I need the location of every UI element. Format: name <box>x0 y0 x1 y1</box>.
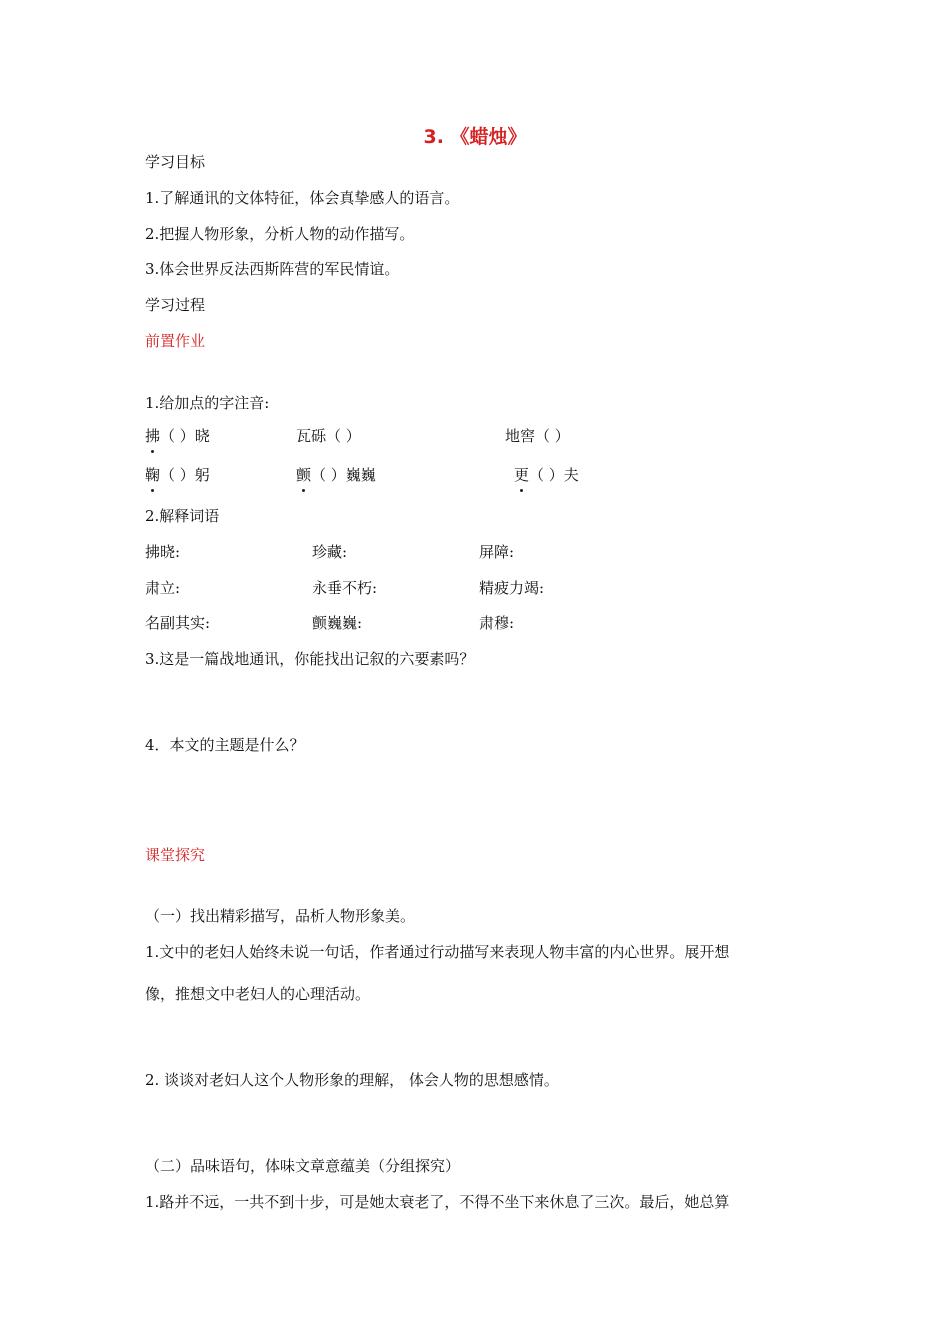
term-yongchuibuxiu: 永垂不朽: <box>312 579 378 597</box>
answer-blank: （ ） <box>326 427 361 445</box>
pinyin-item-dijiao <box>505 426 570 446</box>
term-sumu: 肃穆: <box>479 614 515 632</box>
part-1-heading: （一）找出精彩描写，品析人物形象美。 <box>145 907 416 925</box>
char-rest: 夫 <box>563 466 579 484</box>
part-1-question-1-line-1: 1.文中的老妇人始终未说一句话，作者通过行动描写来表现人物丰富的内心世界。展开想 <box>145 943 730 961</box>
pinyin-item-gengfu <box>514 465 579 485</box>
char-rest: 巍巍 <box>345 466 376 484</box>
prework-heading: 前置作业 <box>145 332 206 350</box>
objective-item-2: 2.把握人物形象，分析人物的动作描写。 <box>145 225 415 243</box>
question-3: 3.这是一篇战地通讯，你能找出记叙的六要素吗？ <box>145 650 475 668</box>
question-4: 4．本文的主题是什么？ <box>145 736 305 754</box>
pinyin-item-fuxiao <box>145 426 210 446</box>
term-suli: 肃立: <box>145 579 181 597</box>
answer-blank: （ ） <box>535 427 570 445</box>
answer-blank: （ ） <box>311 466 346 484</box>
document-title: 3. 《蜡烛》 <box>423 126 527 148</box>
word-prefix: 瓦砾 <box>296 427 327 445</box>
part-1-question-2: 2. 谈谈对老妇人这个人物形象的理解， 体会人物的思想感情。 <box>145 1071 559 1089</box>
part-2-heading: （二）品味语句，体味文章意蕴美（分组探究） <box>145 1157 461 1175</box>
question-2-label: 2.解释词语 <box>145 507 220 525</box>
objective-item-3: 3.体会世界反法西斯阵营的军民情谊。 <box>145 260 400 278</box>
classroom-heading: 课堂探究 <box>145 846 206 864</box>
dotted-char: 颤 <box>296 466 312 484</box>
term-fuxiao: 拂晓: <box>145 543 181 561</box>
dotted-char: 鞠 <box>145 466 161 484</box>
dotted-char: 拂 <box>145 427 161 445</box>
term-pingzhang: 屏障: <box>479 543 515 561</box>
pinyin-item-wali <box>296 426 361 446</box>
question-1-label: 1.给加点的字注音: <box>145 394 270 412</box>
answer-blank: （ ） <box>160 427 195 445</box>
char-rest: 晓 <box>194 427 210 445</box>
process-heading: 学习过程 <box>145 296 206 314</box>
term-mingfuqishi: 名副其实: <box>145 614 211 632</box>
dotted-char: 更 <box>514 466 530 484</box>
term-jingpilijie: 精疲力竭: <box>479 579 545 597</box>
pinyin-item-jugong <box>145 465 210 485</box>
answer-blank: （ ） <box>529 466 564 484</box>
word-prefix: 地窖 <box>505 427 536 445</box>
char-rest: 躬 <box>194 466 210 484</box>
pinyin-item-chanweiwei <box>296 465 376 485</box>
term-zhencang: 珍藏: <box>312 543 348 561</box>
part-2-question-1-line-1: 1.路并不远，一共不到十步，可是她太衰老了，不得不坐下来休息了三次。最后，她总算 <box>145 1193 730 1211</box>
term-chanweiwei: 颤巍巍: <box>312 614 363 632</box>
answer-blank: （ ） <box>160 466 195 484</box>
objective-item-1: 1.了解通讯的文体特征，体会真挚感人的语言。 <box>145 189 460 207</box>
part-1-question-1-line-2: 像，推想文中老妇人的心理活动。 <box>145 985 371 1003</box>
objectives-heading: 学习目标 <box>145 153 206 171</box>
